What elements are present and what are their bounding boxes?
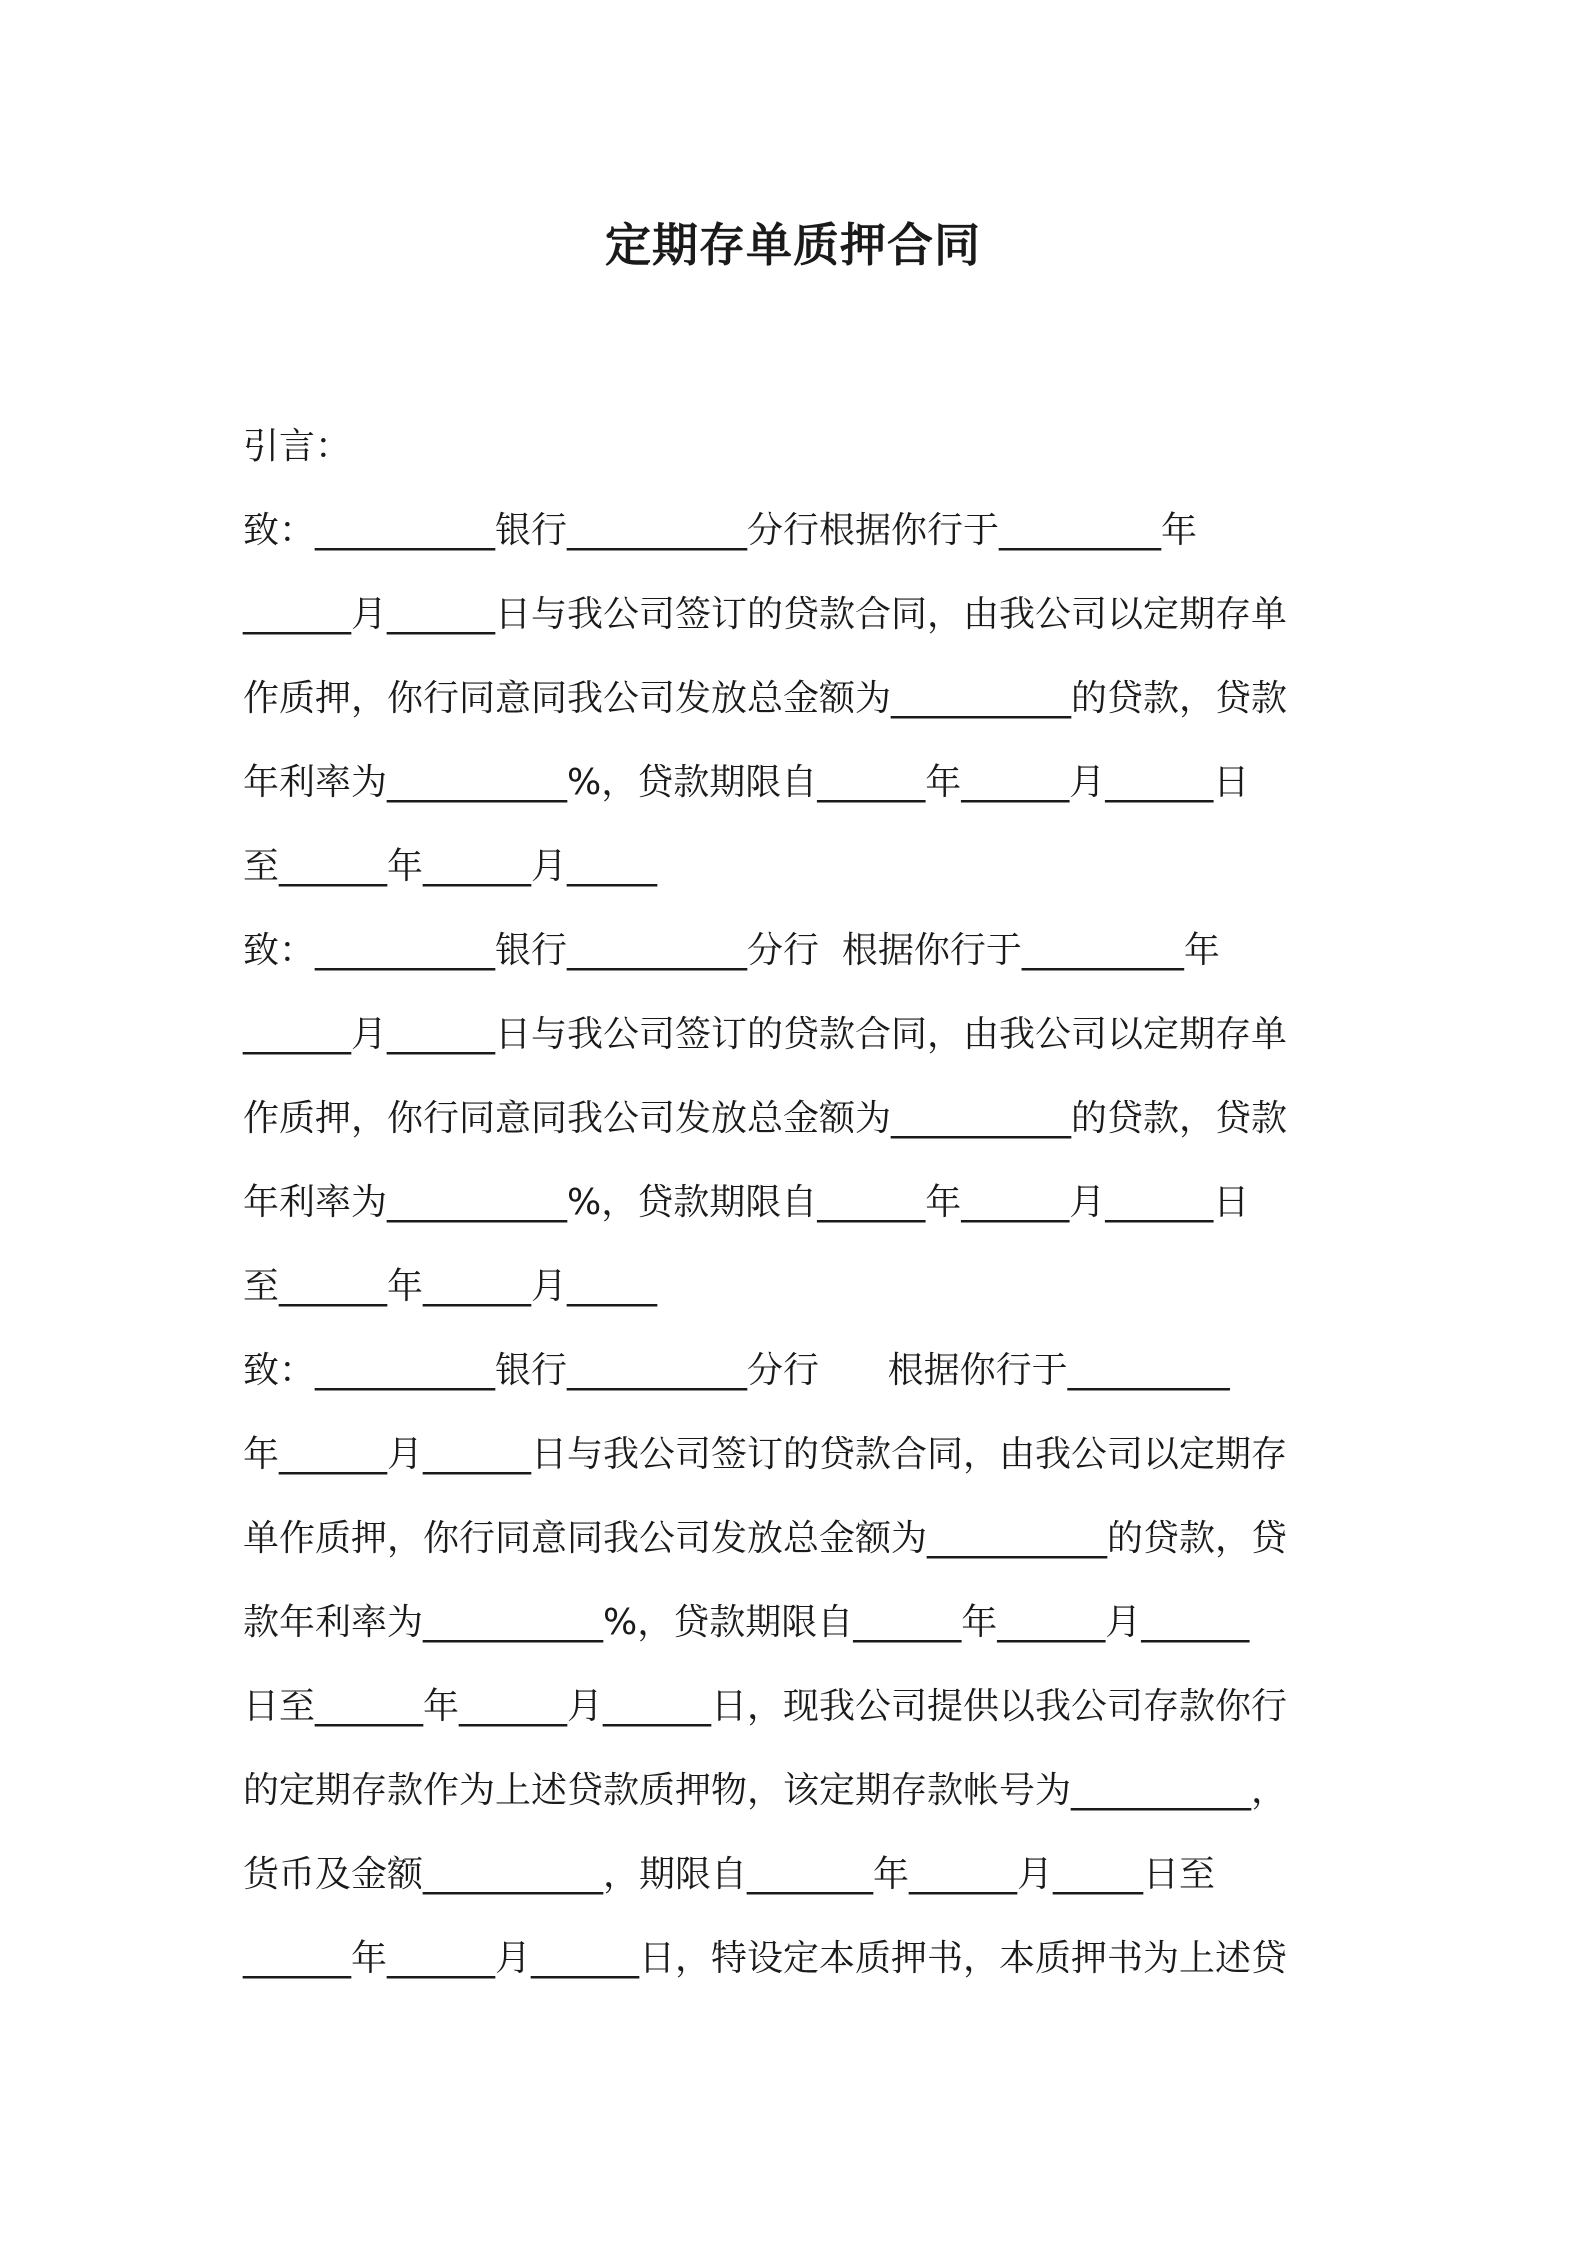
document-body bbox=[243, 405, 1363, 2001]
paragraph-line: 致：__________银行__________分行 根据你行于_________ bbox=[243, 1350, 1230, 1391]
paragraph-line: 致：__________银行__________分行根据你行于_________年 bbox=[243, 510, 1198, 551]
paragraph-line: 年______月______日与我公司签订的贷款合同，由我公司以定期存 bbox=[243, 1434, 1288, 1475]
document-title: 定期存单质押合同 bbox=[605, 218, 981, 272]
paragraph-line: ______月______日与我公司签订的贷款合同，由我公司以定期存单 bbox=[243, 594, 1288, 635]
paragraph-line: 作质押，你行同意同我公司发放总金额为__________的贷款，贷款 bbox=[243, 1098, 1288, 1139]
paragraph-line: 货币及金额__________，期限自_______年______月_____日至 bbox=[243, 1854, 1216, 1895]
paragraph-line: ______年______月______日，特设定本质押书，本质押书为上述贷 bbox=[243, 1938, 1288, 1979]
paragraph-line: ______月______日与我公司签订的贷款合同，由我公司以定期存单 bbox=[243, 1014, 1288, 1055]
paragraph-line: 至______年______月_____ bbox=[243, 1266, 657, 1307]
intro-label: 引言： bbox=[243, 426, 352, 467]
paragraph-line: 款年利率为__________%，贷款期限自______年______月______ bbox=[243, 1602, 1250, 1643]
paragraph-line: 致：__________银行__________分行 根据你行于_________年 bbox=[243, 930, 1220, 971]
paragraph-line: 单作质押，你行同意同我公司发放总金额为__________的贷款，贷 bbox=[243, 1518, 1288, 1559]
paragraph-line: 年利率为__________%，贷款期限自______年______月______日 bbox=[243, 1182, 1250, 1223]
paragraph-line: 年利率为__________%，贷款期限自______年______月______日 bbox=[243, 762, 1250, 803]
paragraph-line: 日至______年______月______日，现我公司提供以我公司存款你行 bbox=[243, 1686, 1288, 1727]
paragraph-line: 作质押，你行同意同我公司发放总金额为__________的贷款，贷款 bbox=[243, 678, 1288, 719]
paragraph-line: 至______年______月_____ bbox=[243, 846, 657, 887]
paragraph-line: 的定期存款作为上述贷款质押物，该定期存款帐号为__________， bbox=[243, 1770, 1288, 1811]
